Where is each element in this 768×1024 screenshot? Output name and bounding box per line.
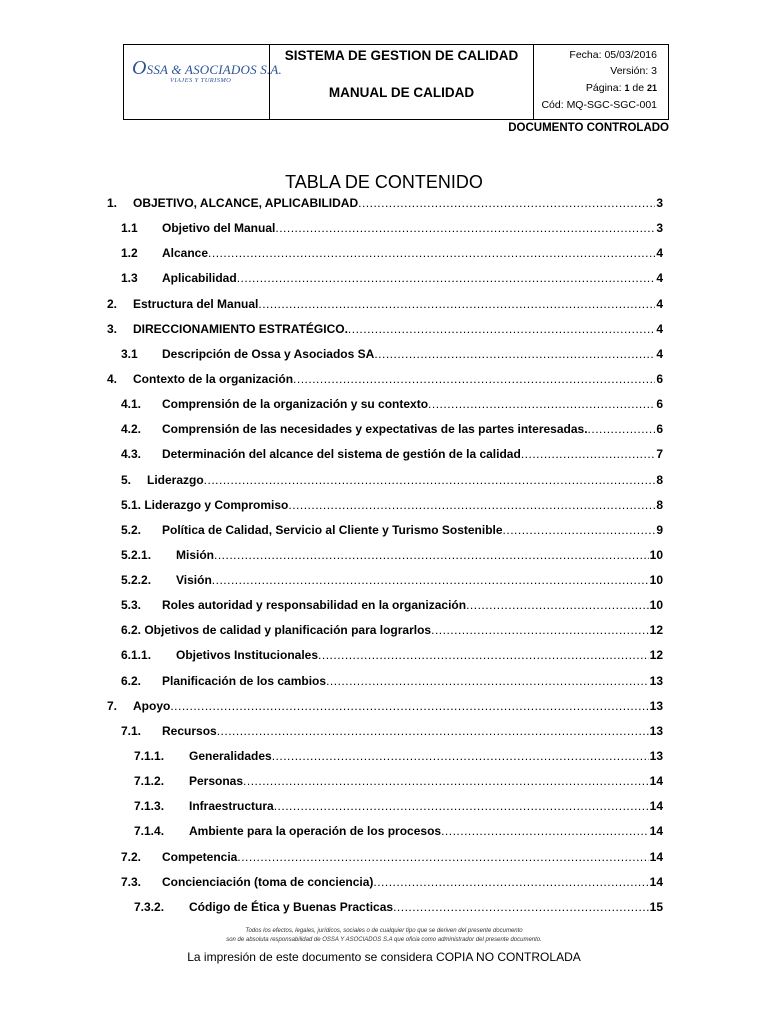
toc-entry[interactable] (0, 372, 768, 392)
code-field: Cód: MQ-SGC-SGC-001 (541, 99, 657, 111)
toc-entry[interactable] (0, 322, 768, 342)
toc-entry[interactable] (0, 473, 768, 493)
toc-entry-line (162, 850, 663, 864)
controlled-document-label: DOCUMENTO CONTROLADO (508, 122, 669, 134)
toc-entry-label: Visión (176, 573, 212, 587)
toc-leader-dots (243, 774, 649, 788)
toc-entry-number: 3. (107, 322, 118, 336)
toc-entry-number: 1. (107, 196, 118, 210)
toc-entry-number: 4.1. (121, 397, 142, 411)
toc-entry[interactable] (0, 447, 768, 467)
toc-entry-page: 14 (649, 799, 663, 813)
toc-entry[interactable] (0, 397, 768, 417)
uncontrolled-copy-note: La impresión de este documento se considera COPIA NO CONTROLADA (187, 950, 581, 964)
toc-entry-line (162, 422, 663, 436)
toc-entry-page: 14 (649, 774, 663, 788)
toc-entry-label: Objetivos Institucionales (176, 648, 319, 662)
toc-leader-dots (326, 674, 649, 688)
page-total: 21 (646, 83, 657, 93)
toc-entry-line (133, 297, 663, 311)
toc-entry-number: 6.1.1. (121, 648, 152, 662)
toc-entry-line (189, 774, 663, 788)
toc-entry[interactable] (0, 774, 768, 794)
toc-leader-dots (204, 473, 656, 487)
toc-entry-number: 7.1.3. (134, 799, 165, 813)
toc-leader-dots (374, 347, 655, 361)
toc-entry-line (162, 271, 663, 285)
toc-leader-dots (428, 397, 655, 411)
toc-entry-page: 4 (656, 347, 663, 361)
toc-entry-page: 12 (649, 623, 663, 637)
toc-entry-number: 7.1.1. (134, 749, 165, 763)
toc-entry-page: 14 (649, 850, 663, 864)
toc-leader-dots (358, 196, 655, 210)
toc-entry-page: 7 (656, 447, 663, 461)
toc-entry[interactable] (0, 850, 768, 870)
toc-entry-line (176, 548, 663, 562)
toc-entry-page: 12 (649, 648, 663, 662)
toc-entry-page: 15 (649, 900, 663, 914)
toc-entry-page: 4 (656, 297, 663, 311)
toc-entry-number: 7. (107, 699, 118, 713)
toc-entry[interactable] (0, 900, 768, 920)
toc-entry-label: OBJETIVO, ALCANCE, APLICABILIDAD (133, 196, 359, 210)
toc-entry-number: 5.2.1. (121, 548, 152, 562)
toc-entry[interactable] (0, 598, 768, 618)
toc-leader-dots (293, 372, 655, 386)
toc-entry-line (189, 799, 663, 813)
toc-entry-page: 4 (656, 271, 663, 285)
toc-entry-page: 9 (656, 523, 663, 537)
toc-entry-page: 10 (649, 598, 663, 612)
toc-entry[interactable] (0, 799, 768, 819)
toc-leader-dots (466, 598, 649, 612)
toc-entry-line (147, 473, 663, 487)
toc-entry-line (121, 623, 663, 637)
toc-leader-dots (441, 824, 649, 838)
toc-entry-page: 10 (649, 573, 663, 587)
toc-leader-dots (318, 648, 649, 662)
toc-leader-dots (373, 875, 648, 889)
toc-entry-label: Alcance (162, 246, 209, 260)
toc-entry-page: 13 (649, 724, 663, 738)
toc-leader-dots (212, 573, 649, 587)
toc-entry-number: 7.1.4. (134, 824, 165, 838)
toc-entry-label: Estructura del Manual (133, 297, 259, 311)
toc-entry-line (189, 749, 663, 763)
toc-entry-label: Política de Calidad, Servicio al Cliente y Turismo Sostenible (162, 523, 503, 537)
toc-entry-number: 6.2. (121, 674, 142, 688)
toc-entry-number: 5.2.2. (121, 573, 152, 587)
toc-entry-line (162, 674, 663, 688)
toc-entry[interactable] (0, 724, 768, 744)
toc-entry-number: 1.3 (121, 271, 138, 285)
toc-entry-number: 7.3.2. (134, 900, 165, 914)
toc-entry-line (176, 573, 663, 587)
toc-entry-label: Contexto de la organización (133, 372, 294, 386)
toc-entry-label: Determinación del alcance del sistema de gestión de la calidad (162, 447, 521, 461)
toc-entry[interactable] (0, 347, 768, 367)
toc-leader-dots (237, 850, 648, 864)
toc-entry-label: Liderazgo (147, 473, 204, 487)
toc-leader-dots (214, 548, 649, 562)
toc-entry-number: 4. (107, 372, 118, 386)
toc-entry-page: 3 (656, 196, 663, 210)
toc-entry-line (162, 523, 663, 537)
toc-heading: TABLA DE CONTENIDO (285, 172, 483, 192)
toc-entry-label: Apoyo (133, 699, 171, 713)
toc-entry[interactable] (0, 271, 768, 291)
toc-entry-number: 1.2 (121, 246, 138, 260)
toc-entry-page: 8 (656, 498, 663, 512)
toc-entry-page: 3 (656, 221, 663, 235)
toc-entry-line (162, 724, 663, 738)
page-of: de (632, 82, 645, 94)
toc-entry-line (162, 347, 663, 361)
toc-entry-number: 7.3. (121, 875, 142, 889)
toc-entry-number: 5.2. (121, 523, 142, 537)
toc-entry[interactable] (0, 548, 768, 568)
toc-entry-line (162, 246, 663, 260)
toc-entry-label: Aplicabilidad (162, 271, 237, 285)
toc-entry-line (133, 699, 663, 713)
toc-entry-page: 13 (649, 699, 663, 713)
page-field (586, 82, 657, 94)
toc-entry-number: 7.2. (121, 850, 142, 864)
toc-entry-page: 6 (656, 397, 663, 411)
toc-entry-label: Generalidades (189, 749, 272, 763)
toc-entry[interactable] (0, 623, 768, 643)
system-title: SISTEMA DE GESTION DE CALIDAD (284, 48, 519, 63)
toc-entry[interactable] (0, 749, 768, 769)
toc-entry[interactable] (0, 648, 768, 668)
toc-entry-page: 6 (656, 372, 663, 386)
toc-entry-line (162, 221, 663, 235)
toc-entry[interactable] (0, 297, 768, 317)
toc-entry-label: Infraestructura (189, 799, 274, 813)
disclaimer-line-2: son de absoluta responsabilidad de OSSA Y ASOCIADOS S.A que oficia como administrador del presente documento. (226, 937, 542, 943)
toc-entry-number: 7.1.2. (134, 774, 165, 788)
toc-leader-dots (431, 623, 649, 637)
toc-entry-line (162, 875, 663, 889)
date-field: Fecha: 05/03/2016 (569, 49, 657, 61)
toc-entry-page: 14 (649, 824, 663, 838)
toc-entry-line (133, 196, 663, 210)
toc-entry-page: 6 (656, 422, 663, 436)
toc-entry-line (133, 322, 663, 336)
toc-leader-dots (217, 724, 649, 738)
toc-entry-line (189, 900, 663, 914)
document-header (123, 44, 669, 120)
toc-entry-line (189, 824, 663, 838)
toc-entry-line (162, 598, 663, 612)
toc-entry-label: Ambiente para la operación de los procesos (189, 824, 442, 838)
toc-entry[interactable] (0, 573, 768, 593)
toc-entry-line (121, 498, 663, 512)
toc-entry-page: 13 (649, 674, 663, 688)
toc-entry-number: 3.1 (121, 347, 138, 361)
toc-entry[interactable] (0, 221, 768, 241)
company-logo: OSSA & ASOCIADOS S.A. (132, 57, 282, 79)
toc-leader-dots (288, 498, 655, 512)
toc-leader-dots (170, 699, 648, 713)
toc-entry-label: Competencia (162, 850, 238, 864)
logo-cell (124, 45, 282, 119)
toc-entry-page: 8 (656, 473, 663, 487)
toc-entry-label: Comprensión de la organización y su contexto (162, 397, 429, 411)
toc-leader-dots (272, 749, 649, 763)
meta-cell (534, 45, 668, 119)
toc-entry-label: Misión (176, 548, 214, 562)
toc-leader-dots (208, 246, 655, 260)
toc-entry-page: 14 (649, 875, 663, 889)
toc-entry[interactable] (0, 246, 768, 266)
title-cell (270, 45, 534, 119)
disclaimer-line-1: Todos los efectos, legales, jurídicos, sociales o de cualquier tipo que se deriven del presente documento (245, 928, 523, 934)
toc-leader-dots (503, 523, 656, 537)
toc-entry-number: 4.3. (121, 447, 142, 461)
toc-entry-page: 4 (656, 246, 663, 260)
toc-entry-label: Objetivo del Manual (162, 221, 276, 235)
page-label: Página: (585, 82, 622, 94)
toc-entry-line (162, 397, 663, 411)
toc-leader-dots (275, 221, 655, 235)
toc-entry-label: Descripción de Ossa y Asociados SA (162, 347, 375, 361)
toc-entry-number: 5.3. (121, 598, 142, 612)
toc-entry-line (176, 648, 663, 662)
toc-entry-label: Comprensión de las necesidades y expectativas de las partes interesadas. (162, 422, 588, 436)
toc-entry-line (162, 447, 663, 461)
toc-entry-label: Planificación de los cambios (162, 674, 327, 688)
toc-leader-dots (348, 322, 655, 336)
toc-entry-label: DIRECCIONAMIENTO ESTRATÉGICO. (133, 322, 348, 336)
legal-disclaimer (0, 927, 768, 945)
toc-entry[interactable] (0, 422, 768, 442)
toc-entry-number: 7.1. (121, 724, 142, 738)
toc-entry[interactable] (0, 196, 768, 216)
toc-leader-dots (274, 799, 649, 813)
toc-entry[interactable] (0, 699, 768, 719)
toc-entry-label: Recursos (162, 724, 217, 738)
toc-leader-dots (393, 900, 649, 914)
toc-entry-label: Roles autoridad y responsabilidad en la organización (162, 598, 467, 612)
company-tagline: VIAJES Y TURISMO (170, 77, 232, 84)
toc-entry-number: 4.2. (121, 422, 142, 436)
toc-leader-dots (237, 271, 656, 285)
toc-leader-dots (258, 297, 655, 311)
toc-entry-label: 5.1. Liderazgo y Compromiso (121, 498, 289, 512)
toc-entry-label: Personas (189, 774, 244, 788)
toc-entry-number: 1.1 (121, 221, 138, 235)
toc-entry-number: 5. (121, 473, 132, 487)
toc-leader-dots (588, 422, 656, 436)
toc-entry-page: 4 (656, 322, 663, 336)
toc-entry-page: 13 (649, 749, 663, 763)
toc-entry[interactable] (0, 824, 768, 844)
toc-entry[interactable] (0, 498, 768, 518)
toc-entry[interactable] (0, 674, 768, 694)
version-field: Versión: 3 (610, 65, 657, 77)
toc-entry-label: Código de Ética y Buenas Practicas (189, 900, 394, 914)
toc-entry[interactable] (0, 875, 768, 895)
toc-entry-number: 2. (107, 297, 118, 311)
toc-entry-page: 10 (649, 548, 663, 562)
manual-title: MANUAL DE CALIDAD (328, 85, 475, 100)
toc-entry-label: 6.2. Objetivos de calidad y planificación para lograrlos (121, 623, 432, 637)
toc-entry[interactable] (0, 523, 768, 543)
toc-entry-line (133, 372, 663, 386)
toc-entry-label: Concienciación (toma de conciencia) (162, 875, 374, 889)
toc-leader-dots (521, 447, 656, 461)
page-current: 1 (624, 83, 630, 93)
